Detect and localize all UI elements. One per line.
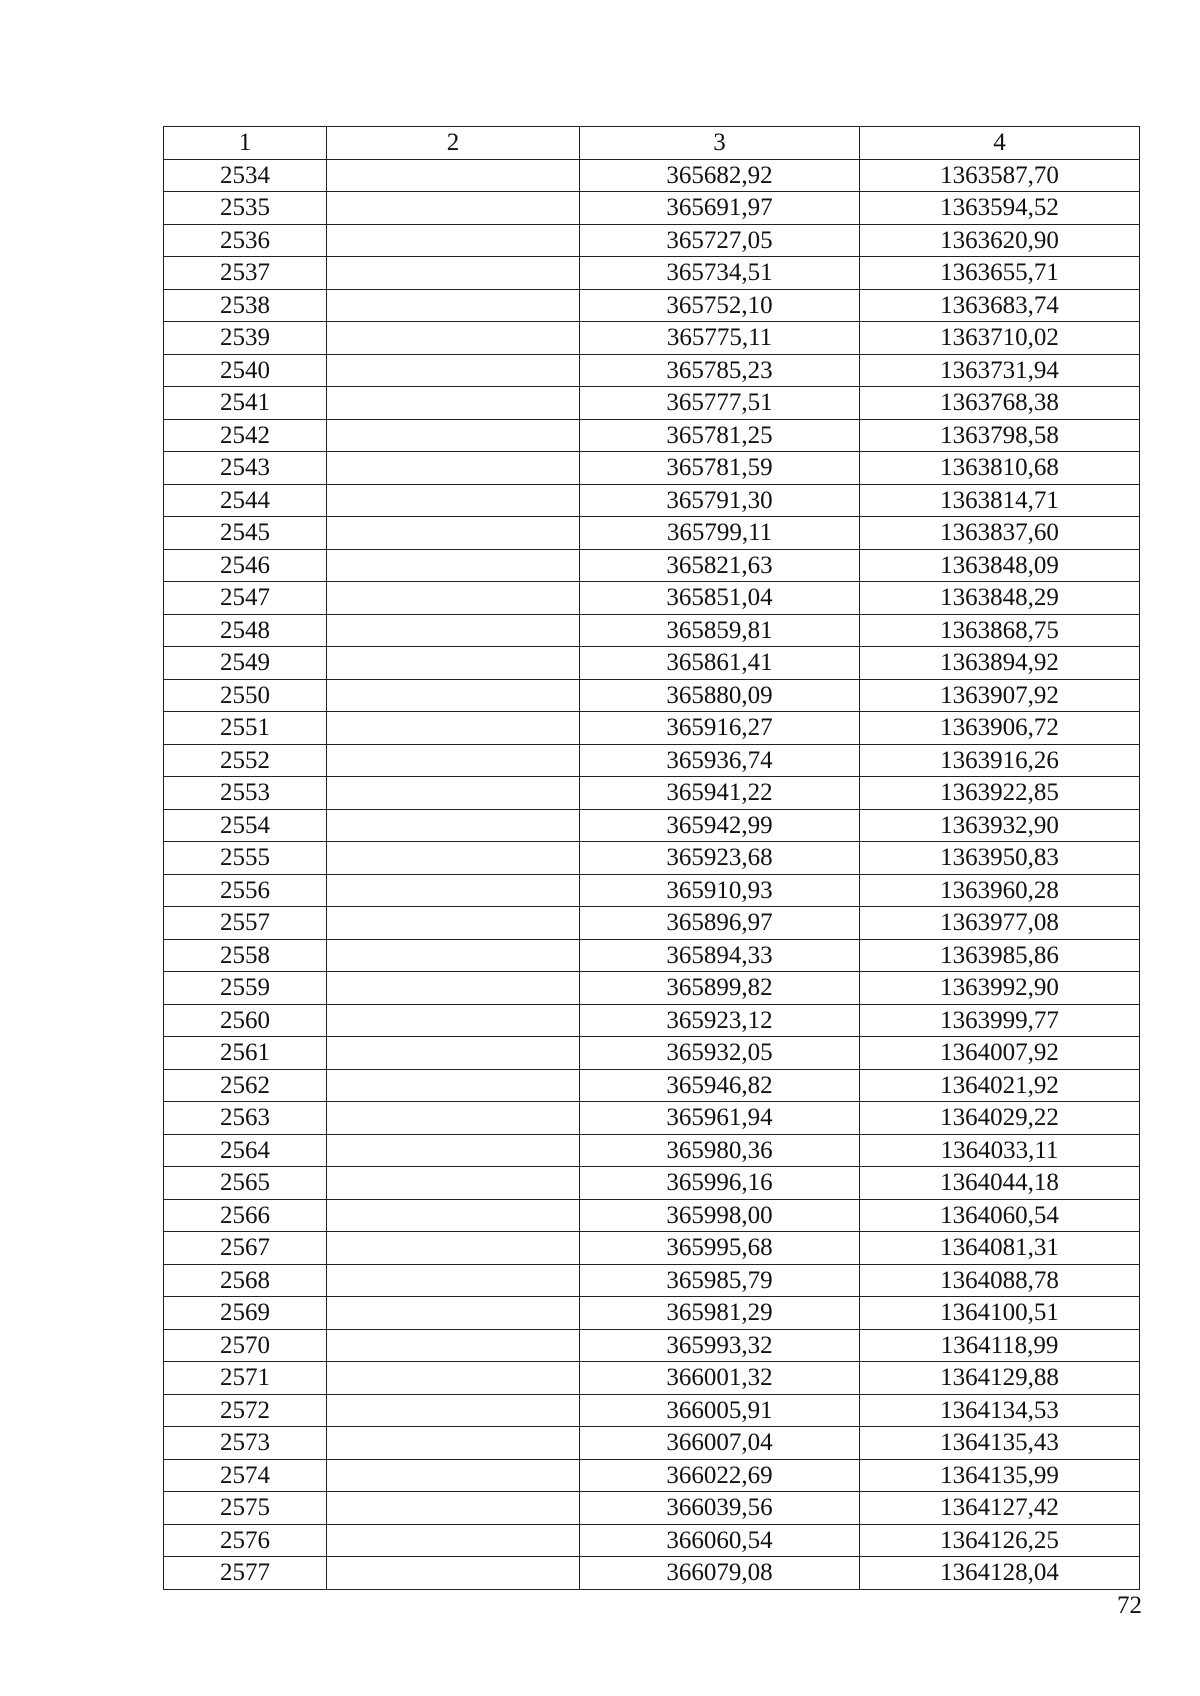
y-coordinate-cell: 1364081,31 — [860, 1232, 1140, 1265]
point-number-cell: 2536 — [164, 224, 327, 257]
y-coordinate-cell: 1364118,99 — [860, 1329, 1140, 1362]
y-coordinate-cell: 1363906,72 — [860, 712, 1140, 745]
empty-cell — [327, 1297, 580, 1330]
y-coordinate-cell: 1364135,43 — [860, 1427, 1140, 1460]
table-row — [164, 159, 1140, 192]
empty-cell — [327, 289, 580, 322]
empty-cell — [327, 1329, 580, 1362]
empty-cell — [327, 1199, 580, 1232]
point-number-cell: 2534 — [164, 159, 327, 192]
empty-cell — [327, 1004, 580, 1037]
table-row — [164, 224, 1140, 257]
empty-cell — [327, 354, 580, 387]
point-number-cell: 2538 — [164, 289, 327, 322]
x-coordinate-cell: 365899,82 — [580, 972, 860, 1005]
table-row — [164, 1037, 1140, 1070]
point-number-cell: 2546 — [164, 549, 327, 582]
point-number-cell: 2558 — [164, 939, 327, 972]
empty-cell — [327, 1524, 580, 1557]
x-coordinate-cell: 365894,33 — [580, 939, 860, 972]
point-number-cell: 2553 — [164, 777, 327, 810]
point-number-cell: 2555 — [164, 842, 327, 875]
point-number-cell: 2541 — [164, 387, 327, 420]
y-coordinate-cell: 1364128,04 — [860, 1557, 1140, 1590]
point-number-cell: 2550 — [164, 679, 327, 712]
empty-cell — [327, 517, 580, 550]
point-number-cell: 2542 — [164, 419, 327, 452]
y-coordinate-cell: 1363932,90 — [860, 809, 1140, 842]
table-row — [164, 1004, 1140, 1037]
table-row — [164, 354, 1140, 387]
table-row — [164, 419, 1140, 452]
y-coordinate-cell: 1364126,25 — [860, 1524, 1140, 1557]
x-coordinate-cell: 365923,12 — [580, 1004, 860, 1037]
empty-cell — [327, 907, 580, 940]
y-coordinate-cell: 1364060,54 — [860, 1199, 1140, 1232]
point-number-cell: 2568 — [164, 1264, 327, 1297]
empty-cell — [327, 972, 580, 1005]
empty-cell — [327, 224, 580, 257]
x-coordinate-cell: 365851,04 — [580, 582, 860, 615]
point-number-cell: 2548 — [164, 614, 327, 647]
table-row — [164, 712, 1140, 745]
y-coordinate-cell: 1363768,38 — [860, 387, 1140, 420]
empty-cell — [327, 1492, 580, 1525]
point-number-cell: 2537 — [164, 257, 327, 290]
empty-cell — [327, 192, 580, 225]
table-row — [164, 517, 1140, 550]
point-number-cell: 2569 — [164, 1297, 327, 1330]
empty-cell — [327, 1037, 580, 1070]
table-row — [164, 1167, 1140, 1200]
x-coordinate-cell: 366001,32 — [580, 1362, 860, 1395]
empty-cell — [327, 777, 580, 810]
y-coordinate-cell: 1363710,02 — [860, 322, 1140, 355]
x-coordinate-cell: 365946,82 — [580, 1069, 860, 1102]
y-coordinate-cell: 1363977,08 — [860, 907, 1140, 940]
table-row — [164, 874, 1140, 907]
x-coordinate-cell: 365936,74 — [580, 744, 860, 777]
y-coordinate-cell: 1363837,60 — [860, 517, 1140, 550]
table-row — [164, 614, 1140, 647]
y-coordinate-cell: 1363655,71 — [860, 257, 1140, 290]
table-row — [164, 1362, 1140, 1395]
x-coordinate-cell: 365691,97 — [580, 192, 860, 225]
table-row — [164, 192, 1140, 225]
point-number-cell: 2563 — [164, 1102, 327, 1135]
point-number-cell: 2543 — [164, 452, 327, 485]
empty-cell — [327, 939, 580, 972]
x-coordinate-cell: 366060,54 — [580, 1524, 860, 1557]
point-number-cell: 2552 — [164, 744, 327, 777]
point-number-cell: 2549 — [164, 647, 327, 680]
table-row — [164, 1199, 1140, 1232]
x-coordinate-cell: 365993,32 — [580, 1329, 860, 1362]
x-coordinate-cell: 365998,00 — [580, 1199, 860, 1232]
y-coordinate-cell: 1363922,85 — [860, 777, 1140, 810]
column-header-3: 3 — [580, 127, 860, 160]
empty-cell — [327, 452, 580, 485]
empty-cell — [327, 874, 580, 907]
x-coordinate-cell: 365727,05 — [580, 224, 860, 257]
point-number-cell: 2545 — [164, 517, 327, 550]
table-row — [164, 907, 1140, 940]
table-row — [164, 387, 1140, 420]
empty-cell — [327, 1427, 580, 1460]
table-row — [164, 1492, 1140, 1525]
point-number-cell: 2540 — [164, 354, 327, 387]
y-coordinate-cell: 1363894,92 — [860, 647, 1140, 680]
point-number-cell: 2544 — [164, 484, 327, 517]
empty-cell — [327, 322, 580, 355]
table-row — [164, 549, 1140, 582]
y-coordinate-cell: 1363731,94 — [860, 354, 1140, 387]
point-number-cell: 2567 — [164, 1232, 327, 1265]
y-coordinate-cell: 1363620,90 — [860, 224, 1140, 257]
empty-cell — [327, 1362, 580, 1395]
table-row — [164, 939, 1140, 972]
x-coordinate-cell: 365734,51 — [580, 257, 860, 290]
table-row — [164, 1297, 1140, 1330]
empty-cell — [327, 387, 580, 420]
x-coordinate-cell: 365775,11 — [580, 322, 860, 355]
empty-cell — [327, 549, 580, 582]
y-coordinate-cell: 1363810,68 — [860, 452, 1140, 485]
y-coordinate-cell: 1363950,83 — [860, 842, 1140, 875]
x-coordinate-cell: 365985,79 — [580, 1264, 860, 1297]
table-row — [164, 1524, 1140, 1557]
column-header-1: 1 — [164, 127, 327, 160]
y-coordinate-cell: 1363960,28 — [860, 874, 1140, 907]
y-coordinate-cell: 1363916,26 — [860, 744, 1140, 777]
x-coordinate-cell: 366079,08 — [580, 1557, 860, 1590]
empty-cell — [327, 1069, 580, 1102]
y-coordinate-cell: 1364135,99 — [860, 1459, 1140, 1492]
x-coordinate-cell: 365777,51 — [580, 387, 860, 420]
empty-cell — [327, 1232, 580, 1265]
point-number-cell: 2551 — [164, 712, 327, 745]
x-coordinate-cell: 365981,29 — [580, 1297, 860, 1330]
point-number-cell: 2539 — [164, 322, 327, 355]
empty-cell — [327, 1102, 580, 1135]
x-coordinate-cell: 365859,81 — [580, 614, 860, 647]
empty-cell — [327, 842, 580, 875]
page-number: 72 — [1117, 1592, 1142, 1619]
point-number-cell: 2575 — [164, 1492, 327, 1525]
x-coordinate-cell: 365861,41 — [580, 647, 860, 680]
y-coordinate-cell: 1364044,18 — [860, 1167, 1140, 1200]
x-coordinate-cell: 366039,56 — [580, 1492, 860, 1525]
x-coordinate-cell: 365799,11 — [580, 517, 860, 550]
table-row — [164, 1102, 1140, 1135]
y-coordinate-cell: 1363814,71 — [860, 484, 1140, 517]
empty-cell — [327, 1557, 580, 1590]
empty-cell — [327, 1264, 580, 1297]
table-row — [164, 1394, 1140, 1427]
x-coordinate-cell: 365752,10 — [580, 289, 860, 322]
point-number-cell: 2561 — [164, 1037, 327, 1070]
y-coordinate-cell: 1363848,09 — [860, 549, 1140, 582]
table-row — [164, 289, 1140, 322]
x-coordinate-cell: 365961,94 — [580, 1102, 860, 1135]
point-number-cell: 2570 — [164, 1329, 327, 1362]
x-coordinate-cell: 365821,63 — [580, 549, 860, 582]
empty-cell — [327, 647, 580, 680]
table-row — [164, 809, 1140, 842]
y-coordinate-cell: 1363594,52 — [860, 192, 1140, 225]
x-coordinate-cell: 365785,23 — [580, 354, 860, 387]
table-row — [164, 1069, 1140, 1102]
table-row — [164, 1134, 1140, 1167]
point-number-cell: 2577 — [164, 1557, 327, 1590]
x-coordinate-cell: 365980,36 — [580, 1134, 860, 1167]
table-row — [164, 582, 1140, 615]
x-coordinate-cell: 365682,92 — [580, 159, 860, 192]
y-coordinate-cell: 1364088,78 — [860, 1264, 1140, 1297]
x-coordinate-cell: 365781,59 — [580, 452, 860, 485]
point-number-cell: 2573 — [164, 1427, 327, 1460]
x-coordinate-cell: 365995,68 — [580, 1232, 860, 1265]
empty-cell — [327, 712, 580, 745]
y-coordinate-cell: 1364029,22 — [860, 1102, 1140, 1135]
coordinates-table — [163, 126, 1140, 1590]
y-coordinate-cell: 1364129,88 — [860, 1362, 1140, 1395]
y-coordinate-cell: 1364100,51 — [860, 1297, 1140, 1330]
x-coordinate-cell: 365910,93 — [580, 874, 860, 907]
x-coordinate-cell: 365880,09 — [580, 679, 860, 712]
empty-cell — [327, 257, 580, 290]
table-row — [164, 1557, 1140, 1590]
x-coordinate-cell: 365923,68 — [580, 842, 860, 875]
empty-cell — [327, 809, 580, 842]
x-coordinate-cell: 365932,05 — [580, 1037, 860, 1070]
y-coordinate-cell: 1363992,90 — [860, 972, 1140, 1005]
x-coordinate-cell: 365896,97 — [580, 907, 860, 940]
empty-cell — [327, 159, 580, 192]
y-coordinate-cell: 1363683,74 — [860, 289, 1140, 322]
x-coordinate-cell: 365791,30 — [580, 484, 860, 517]
y-coordinate-cell: 1364127,42 — [860, 1492, 1140, 1525]
point-number-cell: 2571 — [164, 1362, 327, 1395]
y-coordinate-cell: 1363999,77 — [860, 1004, 1140, 1037]
point-number-cell: 2576 — [164, 1524, 327, 1557]
x-coordinate-cell: 365781,25 — [580, 419, 860, 452]
y-coordinate-cell: 1364033,11 — [860, 1134, 1140, 1167]
column-header-2: 2 — [327, 127, 580, 160]
point-number-cell: 2565 — [164, 1167, 327, 1200]
y-coordinate-cell: 1363587,70 — [860, 159, 1140, 192]
table-row — [164, 1427, 1140, 1460]
point-number-cell: 2557 — [164, 907, 327, 940]
y-coordinate-cell: 1363798,58 — [860, 419, 1140, 452]
y-coordinate-cell: 1364134,53 — [860, 1394, 1140, 1427]
table-row — [164, 322, 1140, 355]
x-coordinate-cell: 366022,69 — [580, 1459, 860, 1492]
x-coordinate-cell: 365941,22 — [580, 777, 860, 810]
point-number-cell: 2556 — [164, 874, 327, 907]
table-row — [164, 777, 1140, 810]
table-row — [164, 1329, 1140, 1362]
table-row — [164, 1232, 1140, 1265]
x-coordinate-cell: 365942,99 — [580, 809, 860, 842]
table-row — [164, 647, 1140, 680]
empty-cell — [327, 1167, 580, 1200]
table-row — [164, 972, 1140, 1005]
table-row — [164, 257, 1140, 290]
table-row — [164, 744, 1140, 777]
point-number-cell: 2572 — [164, 1394, 327, 1427]
table-row — [164, 1459, 1140, 1492]
empty-cell — [327, 614, 580, 647]
table-row — [164, 452, 1140, 485]
point-number-cell: 2559 — [164, 972, 327, 1005]
table-row — [164, 842, 1140, 875]
empty-cell — [327, 484, 580, 517]
empty-cell — [327, 582, 580, 615]
y-coordinate-cell: 1364007,92 — [860, 1037, 1140, 1070]
empty-cell — [327, 679, 580, 712]
x-coordinate-cell: 366005,91 — [580, 1394, 860, 1427]
empty-cell — [327, 1134, 580, 1167]
point-number-cell: 2564 — [164, 1134, 327, 1167]
y-coordinate-cell: 1363868,75 — [860, 614, 1140, 647]
point-number-cell: 2562 — [164, 1069, 327, 1102]
empty-cell — [327, 744, 580, 777]
point-number-cell: 2547 — [164, 582, 327, 615]
empty-cell — [327, 419, 580, 452]
y-coordinate-cell: 1363985,86 — [860, 939, 1140, 972]
x-coordinate-cell: 365996,16 — [580, 1167, 860, 1200]
point-number-cell: 2560 — [164, 1004, 327, 1037]
table-body — [164, 159, 1140, 1589]
table-row — [164, 679, 1140, 712]
table-header-row — [164, 127, 1140, 160]
y-coordinate-cell: 1364021,92 — [860, 1069, 1140, 1102]
point-number-cell: 2574 — [164, 1459, 327, 1492]
y-coordinate-cell: 1363848,29 — [860, 582, 1140, 615]
empty-cell — [327, 1394, 580, 1427]
empty-cell — [327, 1459, 580, 1492]
x-coordinate-cell: 365916,27 — [580, 712, 860, 745]
column-header-4: 4 — [860, 127, 1140, 160]
y-coordinate-cell: 1363907,92 — [860, 679, 1140, 712]
point-number-cell: 2535 — [164, 192, 327, 225]
x-coordinate-cell: 366007,04 — [580, 1427, 860, 1460]
point-number-cell: 2554 — [164, 809, 327, 842]
table-row — [164, 1264, 1140, 1297]
point-number-cell: 2566 — [164, 1199, 327, 1232]
table-row — [164, 484, 1140, 517]
